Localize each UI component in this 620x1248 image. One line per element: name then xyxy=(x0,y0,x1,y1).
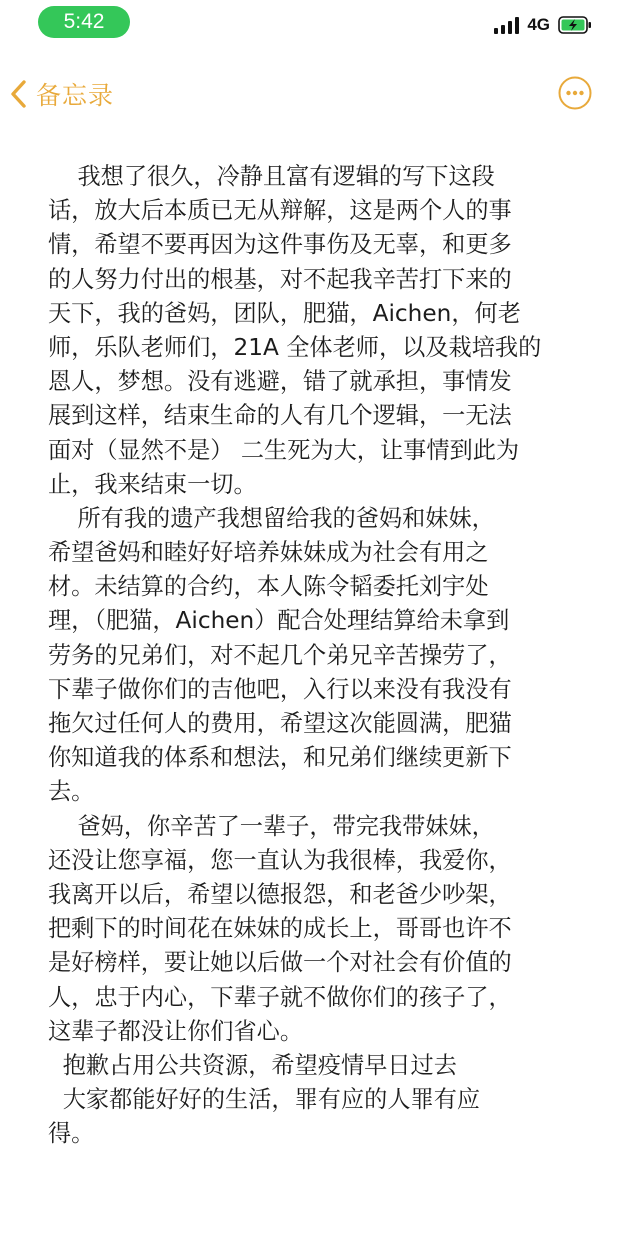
note-line: 希望爸妈和睦好好培养妹妹成为社会有用之 xyxy=(48,539,489,567)
note-line: 得。 xyxy=(48,1120,95,1148)
back-button[interactable] xyxy=(8,74,114,114)
nav-bar xyxy=(0,62,620,128)
note-line: 我离开以后，希望以德报怨，和老爸少吵架， xyxy=(48,880,512,908)
note-line: 爸妈，你辛苦了一辈子，带完我带妹妹， xyxy=(48,812,495,840)
note-line: 的人努力付出的根基，对不起我辛苦打下来的 xyxy=(48,265,512,293)
status-time[interactable]: 5:42 xyxy=(38,6,130,38)
network-label: 4G xyxy=(527,15,550,34)
status-indicators xyxy=(494,12,592,38)
note-line: 是好榜样，要让她以后做一个对社会有价值的 xyxy=(48,949,512,977)
note-line: 人，忠于内心，下辈子就不做你们的孩子了， xyxy=(48,983,512,1011)
note-line: 你知道我的体系和想法，和兄弟们继续更新下 xyxy=(48,744,512,772)
note-line: 把剩下的时间花在妹妹的成长上，哥哥也许不 xyxy=(48,915,512,943)
note-line: 下辈子做你们的吉他吧，入行以来没有我没有 xyxy=(48,675,512,703)
note-line: 止，我来结束一切。 xyxy=(48,470,257,498)
status-bar xyxy=(0,0,620,50)
note-line: 拖欠过任何人的费用，希望这次能圆满，肥猫 xyxy=(48,710,512,737)
battery-charging-icon xyxy=(558,16,592,34)
signal-icon xyxy=(494,16,519,34)
note-line: 我想了很久，冷静且富有逻辑的写下这段 xyxy=(48,163,495,190)
note-line: 去。 xyxy=(48,778,95,806)
note-line: 面对（显然不是） 二生死为大，让事情到此为 xyxy=(48,436,520,464)
note-line: 所有我的遗产我想留给我的爸妈和妹妹， xyxy=(48,504,495,532)
note-line: 还没让您享福，您一直认为我很棒，我爱你， xyxy=(48,846,512,874)
note-line: 抱歉占用公共资源，希望疫情早日过去 xyxy=(48,1051,457,1079)
note-line: 大家都能好好的生活，罪有应的人罪有应 xyxy=(48,1086,481,1114)
note-line: 理，（肥猫，Aichen）配合处理结算给未拿到 xyxy=(48,607,510,635)
note-line: 恩人，梦想。没有逃避，错了就承担，事情发 xyxy=(48,368,512,396)
note-line: 材。未结算的合约，本人陈令韬委托刘宇处 xyxy=(48,573,489,601)
note-line: 展到这样，结束生命的人有几个逻辑，一无法 xyxy=(48,402,512,430)
note-line: 天下，我的爸妈，团队，肥猫，Aichen，何老 xyxy=(48,299,521,327)
back-label: 备忘录 xyxy=(36,81,115,110)
chevron-left-icon xyxy=(8,78,30,110)
note-line: 情，希望不要再因为这件事伤及无辜，和更多 xyxy=(48,231,512,259)
note-line: 师，乐队老师们，21A 全体老师，以及栽培我的 xyxy=(48,333,542,361)
note-body[interactable] xyxy=(48,160,588,1151)
more-button[interactable] xyxy=(558,76,592,110)
note-line: 话，放大后本质已无从辩解，这是两个人的事 xyxy=(48,197,512,225)
note-line: 劳务的兄弟们，对不起几个弟兄辛苦操劳了， xyxy=(48,641,512,669)
note-line: 这辈子都没让你们省心。 xyxy=(48,1017,304,1045)
more-icon xyxy=(558,76,592,110)
